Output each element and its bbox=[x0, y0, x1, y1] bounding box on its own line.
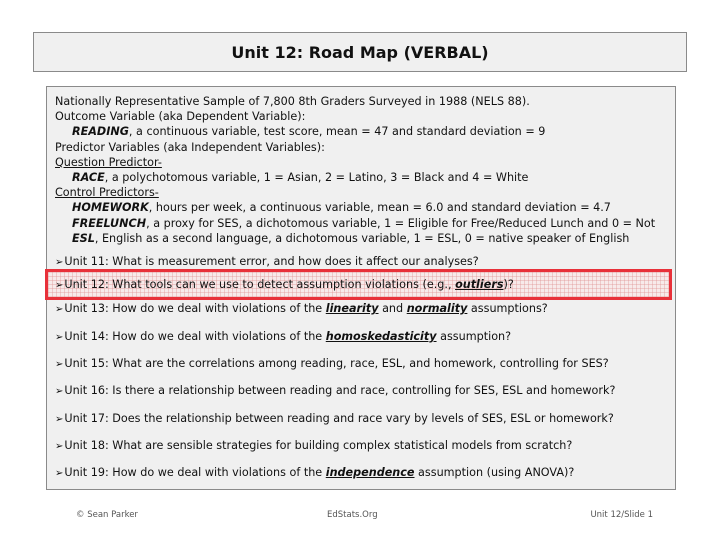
unit-14-item: ➢Unit 14: How do we deal with violations of the homoskedasticity assumption? bbox=[55, 330, 512, 343]
homework-var: HOMEWORK bbox=[72, 201, 149, 215]
bullet-arrow-icon: ➢ bbox=[55, 414, 64, 425]
bullet-arrow-icon: ➢ bbox=[55, 332, 64, 343]
unit-18-item: ➢Unit 18: What are sensible strategies for building complex statistical models from scratch? bbox=[55, 439, 573, 452]
reading-desc: , a continuous variable, test score, mean = 47 and standard deviation = 9 bbox=[128, 125, 546, 139]
race-desc: , a polychotomous variable, 1 = Asian, 2 = Latino, 3 = Black and 4 = White bbox=[104, 171, 529, 185]
reading-var: READING bbox=[72, 125, 129, 139]
freelunch-line bbox=[55, 216, 655, 231]
footer-slide-number: Unit 12/Slide 1 bbox=[590, 510, 653, 520]
freelunch-var: FREELUNCH bbox=[72, 216, 147, 230]
footer-author: © Sean Parker bbox=[76, 510, 138, 520]
homoskedasticity-term: homoskedasticity bbox=[325, 330, 437, 343]
bullet-arrow-icon: ➢ bbox=[55, 386, 64, 397]
content-box bbox=[46, 86, 676, 490]
homework-desc: , hours per week, a continuous variable, mean = 6.0 and standard deviation = 4.7 bbox=[148, 201, 611, 215]
unit-12-item: ➢Unit 12: What tools can we use to detect assumption violations (e.g., outliers)? bbox=[55, 278, 514, 291]
slide-title: Unit 12: Road Map (VERBAL) bbox=[231, 42, 489, 62]
sample-line: Nationally Representative Sample of 7,800 8th Graders Surveyed in 1988 (NELS 88). bbox=[55, 95, 530, 108]
question-predictor-heading: Question Predictor- bbox=[55, 155, 162, 169]
unit-11-item: ➢Unit 11: What is measurement error, and how does it affect our analyses? bbox=[55, 255, 479, 268]
bullet-arrow-icon: ➢ bbox=[55, 468, 64, 479]
unit-15-item: ➢Unit 15: What are the correlations among reading, race, ESL, and homework, controlling for SES? bbox=[55, 357, 609, 370]
independence-term: independence bbox=[325, 466, 415, 479]
unit-19-item: ➢Unit 19: How do we deal with violations of the independence assumption (using ANOVA)? bbox=[55, 466, 575, 479]
race-var: RACE bbox=[72, 171, 105, 185]
intro-block bbox=[55, 94, 655, 246]
outcome-heading: Outcome Variable (aka Dependent Variable): bbox=[55, 110, 306, 124]
control-predictors-heading: Control Predictors- bbox=[55, 186, 159, 200]
bullet-arrow-icon: ➢ bbox=[55, 280, 64, 291]
homework-line bbox=[55, 200, 655, 215]
unit-16-item: ➢Unit 16: Is there a relationship between reading and race, controlling for SES, ESL and homework? bbox=[55, 384, 616, 397]
predictor-heading: Predictor Variables (aka Independent Variables): bbox=[55, 140, 325, 154]
title-box bbox=[33, 32, 687, 72]
normality-term: normality bbox=[406, 302, 468, 315]
bullet-arrow-icon: ➢ bbox=[55, 257, 64, 268]
reading-line bbox=[55, 124, 655, 139]
unit-13-item: ➢Unit 13: How do we deal with violations of the linearity and normality assumptions? bbox=[55, 302, 548, 315]
esl-desc: , English as a second language, a dichotomous variable, 1 = ESL, 0 = native speaker of English bbox=[94, 231, 630, 245]
linearity-term: linearity bbox=[325, 302, 379, 315]
unit-17-item: ➢Unit 17: Does the relationship between reading and race vary by levels of SES, ESL or homework? bbox=[55, 412, 614, 425]
esl-line bbox=[55, 231, 655, 246]
bullet-arrow-icon: ➢ bbox=[55, 304, 64, 315]
race-line bbox=[55, 170, 655, 185]
bullet-arrow-icon: ➢ bbox=[55, 359, 64, 370]
esl-var: ESL bbox=[72, 231, 95, 245]
bullet-arrow-icon: ➢ bbox=[55, 441, 64, 452]
freelunch-desc: , a proxy for SES, a dichotomous variable, 1 = Eligible for Free/Reduced Lunch and 0 = Not bbox=[146, 216, 656, 230]
outliers-term: outliers bbox=[455, 278, 504, 291]
footer-site: EdStats.Org bbox=[327, 510, 378, 520]
